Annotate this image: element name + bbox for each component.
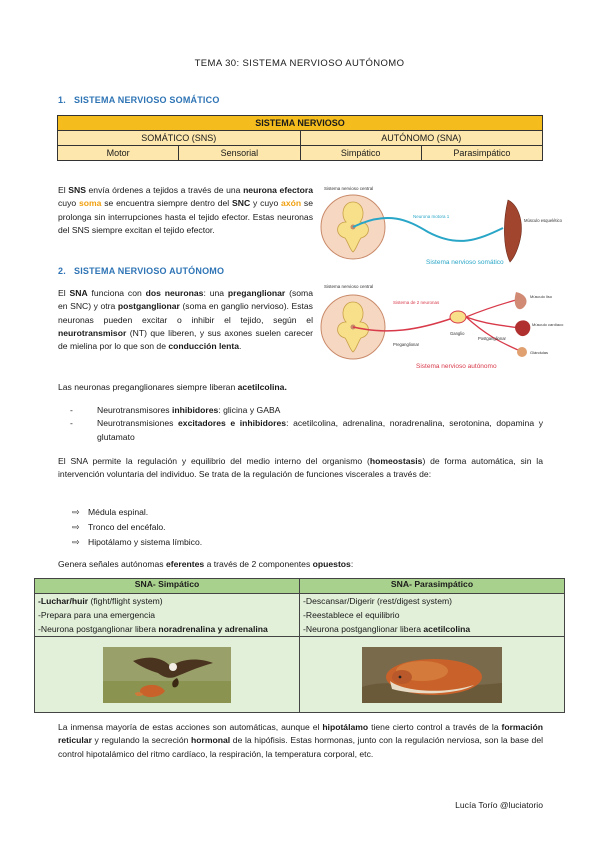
author-footer: Lucía Torío @luciatorio bbox=[455, 800, 543, 810]
muscle-icon bbox=[504, 200, 521, 262]
arrow-icon: ⇨ bbox=[72, 507, 80, 517]
table-title: SISTEMA NERVIOSO bbox=[58, 116, 543, 131]
section-heading-autonomo bbox=[58, 266, 224, 276]
gland-icon bbox=[517, 347, 527, 357]
list-item: - Neurotransmisores inhibidores: glicina y GABA bbox=[70, 405, 281, 415]
nervous-system-table bbox=[57, 115, 543, 161]
arrow-icon: ⇨ bbox=[72, 522, 80, 532]
section-number: 1. bbox=[58, 95, 66, 105]
neurotransmitter-list bbox=[70, 404, 543, 444]
section-title: SISTEMA NERVIOSO SOMÁTICO bbox=[74, 95, 220, 105]
cell-simpatico-content: -Luchar/huir (fight/flight system) -Prepara para una emergencia -Neurona postganglionar libera noradrenalina y adrenalina bbox=[35, 594, 300, 637]
cell-parasimpatico-content: -Descansar/Digerir (rest/digest system) -Reestablece el equilibrio -Neurona postganglionar libera acetilcolina bbox=[300, 594, 565, 637]
list-item: ⇨ Médula espinal. bbox=[72, 505, 372, 520]
label-glandulas: Glándulas bbox=[530, 350, 549, 355]
caption-autonomic: Sistema nervioso autónomo bbox=[416, 363, 497, 370]
caption-somatic: Sistema nervioso somático bbox=[426, 259, 504, 266]
sns-paragraph: El SNS envía órdenes a tejidos a través de una neurona efectora cuyo soma se encuentra siempre dentro del SNC y cuyo axón se prolonga sin interrupciones hasta el tejido efector. Estas neuronas del SNS siempre excitan el tejido efector. bbox=[58, 185, 313, 235]
label-central: Sistema nervioso central bbox=[324, 284, 374, 289]
label-ganglio: Ganglio bbox=[450, 331, 465, 336]
label-preganglionar: Preganglionar bbox=[393, 342, 420, 347]
header-parasimpatico: SNA- Parasimpático bbox=[300, 579, 565, 594]
cell-autonomo: AUTÓNOMO (SNA) bbox=[300, 131, 543, 146]
cell-parasimpatico: Parasimpático bbox=[421, 146, 542, 161]
cell-simpatico: Simpático bbox=[300, 146, 421, 161]
smooth-muscle-icon bbox=[515, 292, 527, 309]
list-item: - Neurotransmisiones excitadores e inhibidores: acetilcolina, adrenalina, noradrenalina, serotonina, dopamina y glutamato bbox=[70, 418, 544, 442]
label-musculo-cardiaco: Músculo cardíaco bbox=[532, 322, 564, 327]
list-item: ⇨ Hipotálamo y sistema límbico. bbox=[72, 535, 372, 550]
section-title: SISTEMA NERVIOSO AUTÓNOMO bbox=[74, 266, 225, 276]
signals-line: Genera señales autónomas eferentes a través de 2 componentes opuestos: bbox=[58, 559, 354, 569]
cell-sensorial: Sensorial bbox=[179, 146, 300, 161]
label-central: Sistema nervioso central bbox=[324, 186, 374, 191]
regions-list bbox=[72, 505, 372, 550]
label-neuronas: Sistema de 2 neuronas bbox=[393, 300, 440, 305]
sna-regulation-paragraph: El SNA permite la regulación y equilibrio del medio interno del organismo (homeostasis) de forma automática, sin la intervención voluntaria del individuo. Se trata de la regulación de funciones viscerales a través de: bbox=[58, 456, 543, 480]
page-title: TEMA 30: SISTEMA NERVIOSO AUTÓNOMO bbox=[194, 58, 405, 69]
autonomic-diagram bbox=[318, 280, 564, 370]
somatic-diagram bbox=[318, 180, 562, 270]
arrow-icon: ⇨ bbox=[72, 537, 80, 547]
label-postganglionar: Postganglionar bbox=[478, 336, 506, 341]
list-item: ⇨ Tronco del encéfalo. bbox=[72, 520, 372, 535]
cell-motor: Motor bbox=[58, 146, 179, 161]
closing-paragraph: La inmensa mayoría de estas acciones son automáticas, aunque el hipotálamo tiene cierto control a través de la formación reticular y regulando la secreción hormonal de la hipófisis. Estas hormonas, junto con la regulación nerviosa, son la base del control hipotalámico del ritmo cardíaco, la respiración, la temperatura corporal, etc. bbox=[58, 722, 544, 759]
cell-fox-image bbox=[300, 637, 565, 713]
header-simpatico: SNA- Simpático bbox=[35, 579, 300, 594]
sleeping-fox-photo bbox=[362, 647, 502, 703]
sympathetic-parasympathetic-table bbox=[34, 578, 565, 713]
cell-somatico: SOMÁTICO (SNS) bbox=[58, 131, 301, 146]
postganglionic-axons bbox=[466, 300, 518, 350]
eagle-fox-photo bbox=[103, 647, 231, 703]
sna-paragraph: El SNA funciona con dos neuronas: una preganglionar (soma en SNC) y otra postganglionar (soma en ganglio nervioso). Estas neuronas pueden excitar o inhibir el tejido, según el neurotransmisor (NT) que liberen, y sus axones suelen carecer de mielina por lo que son de conducción lenta. bbox=[58, 288, 313, 352]
label-musculo-liso: Músculo liso bbox=[530, 294, 553, 299]
section-number: 2. bbox=[58, 266, 66, 276]
preganglionares-line: Las neuronas preganglionares siempre liberan acetilcolina. bbox=[58, 382, 287, 392]
label-neurona: Neurona motora 1 bbox=[413, 214, 450, 219]
label-musculo: Músculo esquelético bbox=[524, 218, 562, 223]
section-heading-somatico bbox=[58, 95, 220, 105]
cell-eagle-image bbox=[35, 637, 300, 713]
heart-icon bbox=[515, 320, 530, 336]
ganglion-icon bbox=[450, 311, 466, 323]
